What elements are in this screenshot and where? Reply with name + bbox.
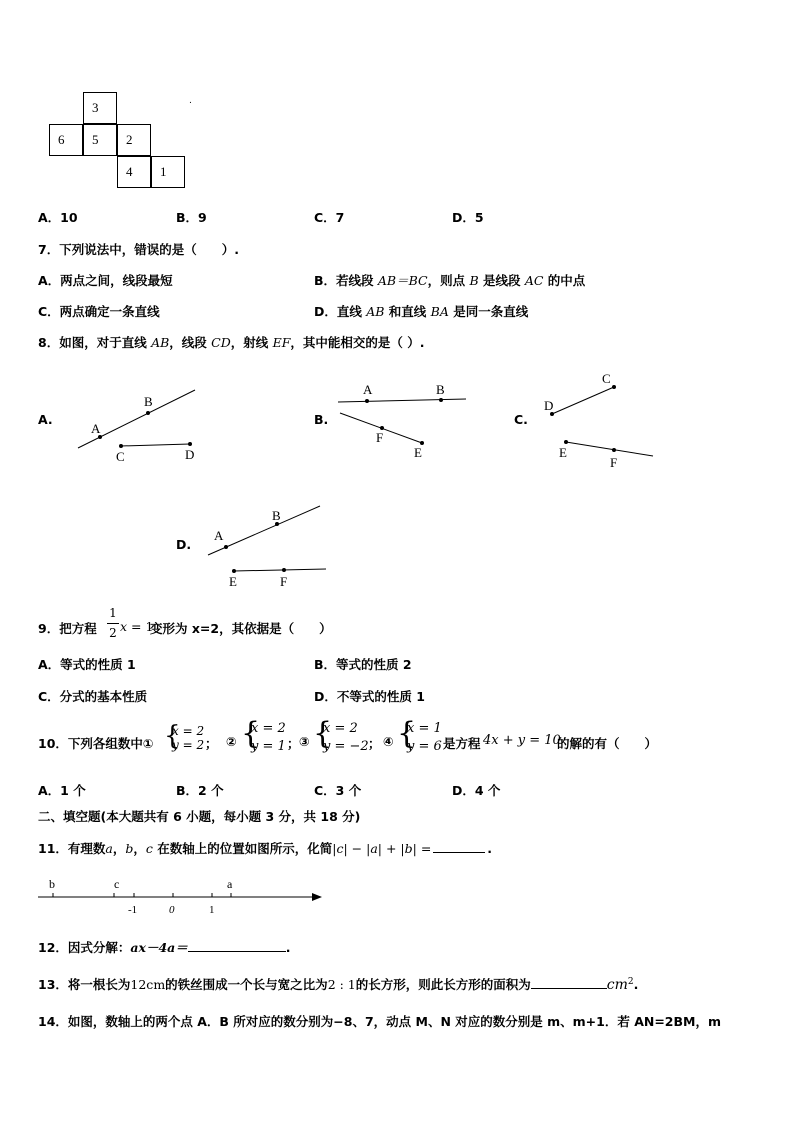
separator: ； — [205, 736, 218, 751]
label-f: F — [280, 574, 288, 589]
separator: ； — [368, 736, 381, 751]
net-cell-label: 2 — [126, 132, 133, 147]
axis-tick-label-neg1: -1 — [128, 904, 138, 916]
axis-tick-label-1: 1 — [209, 904, 215, 916]
q6-option-c: C．7 — [314, 210, 345, 225]
q10-stem-end: 的解的有（ ） — [557, 736, 658, 751]
q10-marker-3: ③ — [299, 734, 310, 749]
q7-option-a: A．两点之间，线段最短 — [38, 273, 173, 288]
axis-tick-label-0: 0 — [169, 904, 175, 916]
q8-option-d-label: D. — [176, 537, 192, 552]
label-d: D — [544, 398, 554, 413]
label-a: A — [363, 382, 373, 397]
q12-stem: 12．因式分解：ax－4a＝ . — [38, 940, 291, 955]
label-d: D — [185, 447, 195, 462]
q7-stem: 7．下列说法中，错误的是（ ）. — [38, 242, 239, 257]
label-e: E — [414, 445, 422, 460]
q9-option-a: A．等式的性质 1 — [38, 657, 136, 672]
q8-option-c-label: C. — [514, 412, 528, 427]
label-e: E — [559, 445, 567, 460]
net-cell-label: 3 — [92, 100, 99, 115]
q9-option-c: C．分式的基本性质 — [38, 689, 148, 704]
q7-option-d: D．直线 AB 和直线 BA 是同一条直线 — [314, 304, 529, 319]
label-b: B — [272, 508, 281, 523]
axis-label-a: a — [227, 877, 233, 891]
net-cell-label: 1 — [160, 164, 167, 179]
q10-system-4-brace: { — [397, 716, 417, 751]
q6-option-d: D．5 — [452, 210, 484, 225]
q10-stem-mid: 是方程 — [443, 736, 481, 751]
q10-marker-2: ② — [226, 734, 237, 749]
label-a: A — [91, 421, 101, 436]
q6-option-a: A．10 — [38, 210, 78, 225]
q10-option-c: C．3 个 — [314, 783, 362, 798]
q9-stem-start: 9．把方程 — [38, 621, 97, 636]
q8-option-a-label: A. — [38, 412, 53, 427]
q10-system-2: x = 2 y = 1 — [251, 721, 286, 754]
axis-arrow — [312, 893, 322, 901]
q9-fraction-numerator: 1 — [109, 606, 117, 620]
q10-system-1: x = 2 y = 2 — [172, 724, 205, 752]
q9-equation-rest: x = 1 — [120, 619, 154, 634]
q10-marker-4: ④ — [383, 734, 394, 749]
q10-equation: 4x + y = 10 — [483, 733, 561, 748]
q10-stem-start: 10．下列各组数中① — [38, 736, 154, 751]
separator: ； — [287, 736, 300, 751]
q8-stem: 8．如图，对于直线 AB，线段 CD，射线 EF，其中能相交的是（ ）. — [38, 335, 425, 350]
label-a: A — [214, 528, 224, 543]
q14-stem: 14．如图，数轴上的两个点 A．B 所对应的数分别为−8、7，动点 M、N 对应的数分别是 m、m+1．若 AN=2BM，m — [38, 1014, 721, 1029]
q13-stem: 13．将一根长为12cm的铁丝围成一个长与宽之比为2 : 1的长方形，则此长方形的面积为 $cm^2$. — [38, 976, 639, 993]
q9-stem-end: 变形为 x=2，其依据是（ ） — [150, 621, 332, 636]
label-e: E — [229, 574, 237, 589]
q9-fraction-denominator: 2 — [109, 626, 117, 640]
net-cell-label: 4 — [126, 164, 133, 179]
q8-option-b-label: B. — [314, 412, 329, 427]
axis-label-c: c — [114, 877, 120, 891]
q10-option-b: B．2 个 — [176, 783, 224, 798]
label-c: C — [116, 449, 125, 464]
label-c: C — [602, 371, 611, 386]
axis-label-b: b — [49, 877, 55, 891]
q6-option-b: B．9 — [176, 210, 207, 225]
q10-option-d: D．4 个 — [452, 783, 501, 798]
q10-option-a: A．1 个 — [38, 783, 86, 798]
q11-stem: 11．有理数a，b，c 在数轴上的位置如图所示，化简|c| − |a| + |b| = . — [38, 841, 493, 856]
q10-system-3: x = 2 y = −2 — [323, 721, 369, 754]
q7-option-c: C．两点确定一条直线 — [38, 304, 160, 319]
section-heading: 二、填空题(本大题共有 6 小题，每小题 3 分，共 18 分) — [38, 809, 361, 824]
stray-dot: . — [189, 96, 192, 106]
label-f: F — [376, 430, 384, 445]
net-cell-label: 5 — [92, 132, 99, 147]
label-b: B — [144, 394, 153, 409]
q10-system-4: x = 1 y = 6 — [407, 721, 442, 754]
answer-blank — [531, 988, 607, 989]
q9-option-d: D．不等式的性质 1 — [314, 689, 425, 704]
answer-blank — [188, 951, 286, 952]
label-f: F — [610, 455, 618, 470]
q10-system-2-brace: { — [241, 716, 261, 751]
q10-system-1-brace: { — [164, 721, 181, 751]
q10-system-3-brace: { — [313, 716, 333, 751]
q9-option-b: B．等式的性质 2 — [314, 657, 412, 672]
label-b: B — [436, 382, 445, 397]
q7-option-b: B．若线段 AB＝BC，则点 B 是线段 AC 的中点 — [314, 273, 586, 288]
net-cell-label: 6 — [58, 132, 65, 147]
